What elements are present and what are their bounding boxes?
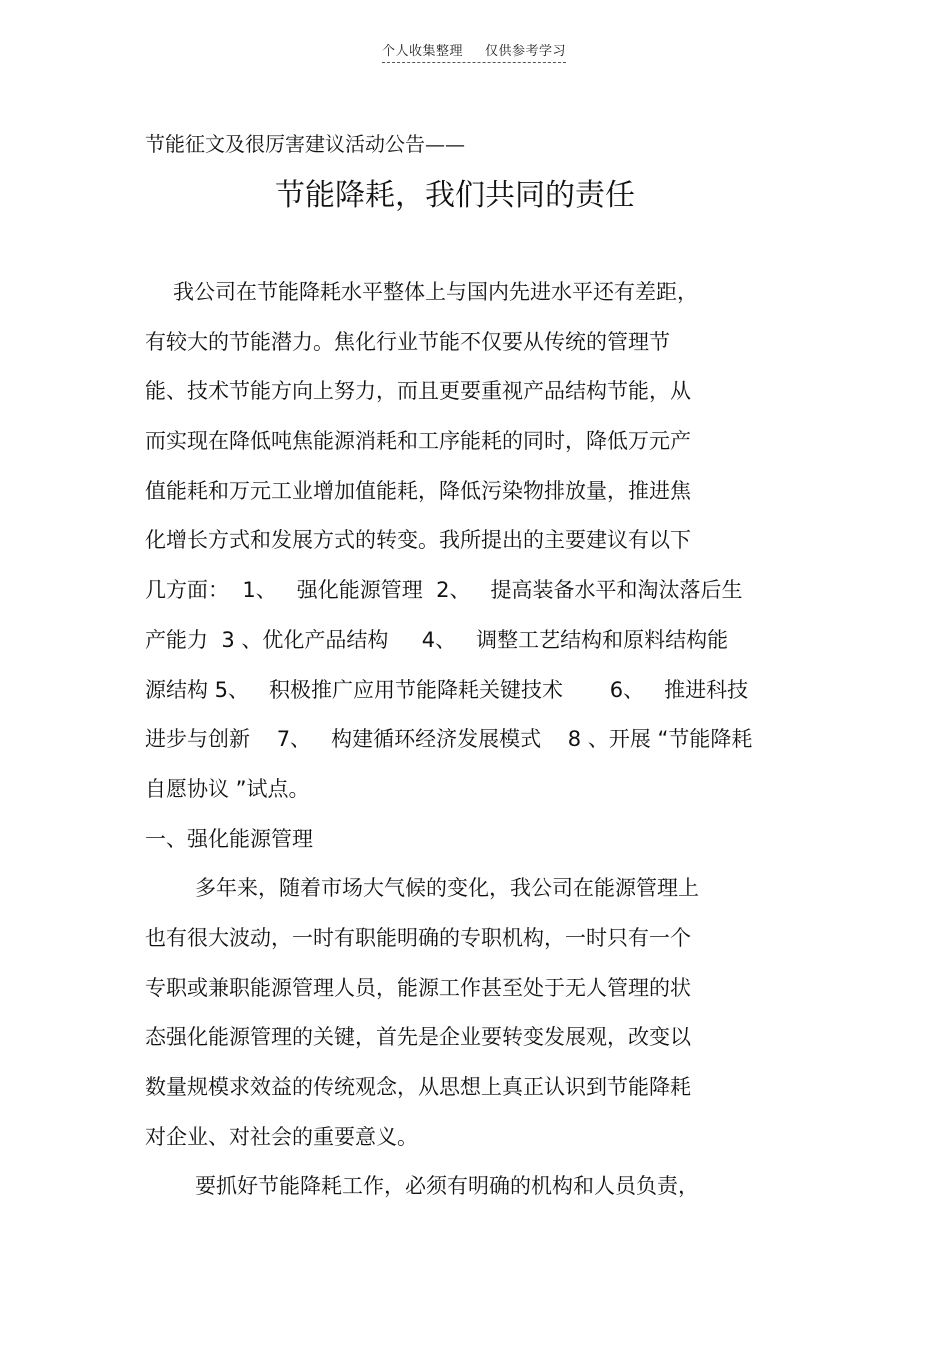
paragraph-line: 能、技术节能方向上努力，而且更要重视产品结构节能，从 bbox=[145, 379, 691, 404]
paragraph-line: 对企业、对社会的重要意义。 bbox=[145, 1124, 418, 1149]
paragraph-line: 我公司在节能降耗水平整体上与国内先进水平还有差距， bbox=[173, 280, 698, 304]
document-title: 节能降耗，我们共同的责任 bbox=[275, 178, 635, 213]
paragraph-line: 源结构 5、 积极推广应用节能降耗关键技术 6、 推进科技 bbox=[145, 677, 749, 702]
page-header-note bbox=[382, 40, 566, 63]
paragraph-line: 多年来，随着市场大气候的变化，我公司在能源管理上 bbox=[195, 876, 699, 901]
paragraph-line: 有较大的节能潜力。焦化行业节能不仅要从传统的管理节 bbox=[145, 329, 670, 354]
paragraph-line: 专职或兼职能源管理人员，能源工作甚至处于无人管理的状 bbox=[145, 975, 691, 1000]
paragraph-line: 而实现在降低吨焦能源消耗和工序能耗的同时，降低万元产 bbox=[145, 429, 691, 454]
paragraph-line: 进步与创新 7、 构建循环经济发展模式 8 、开展 “节能降耗 bbox=[145, 727, 753, 752]
paragraph-line: 值能耗和万元工业增加值能耗，降低污染物排放量，推进焦 bbox=[145, 478, 691, 503]
paragraph-line: 几方面： 1、 强化能源管理 2、 提高装备水平和淘汰落后生 bbox=[145, 578, 743, 603]
header-right-text: 仅供参考学习 bbox=[485, 44, 567, 59]
document-body bbox=[145, 268, 825, 1212]
paragraph-line: 数量规模求效益的传统观念，从思想上真正认识到节能降耗 bbox=[145, 1075, 691, 1099]
header-left-text: 个人收集整理 bbox=[382, 44, 464, 59]
paragraph-line: 要抓好节能降耗工作，必须有明确的机构和人员负责， bbox=[195, 1174, 699, 1199]
paragraph-line: 产能力 3 、优化产品结构 4、 调整工艺结构和原料结构能 bbox=[145, 627, 729, 652]
paragraph-line: 也有很大波动，一时有职能明确的专职机构，一时只有一个 bbox=[145, 925, 691, 950]
paragraph-line: 化增长方式和发展方式的转变。我所提出的主要建议有以下 bbox=[145, 528, 691, 553]
paragraph-line: 态强化能源管理的关键，首先是企业要转变发展观，改变以 bbox=[145, 1025, 691, 1050]
paragraph-line: 自愿协议 ”试点。 bbox=[145, 776, 310, 801]
announcement-subtitle: 节能征文及很厉害建议活动公告—— bbox=[145, 132, 465, 156]
section-heading: 一、强化能源管理 bbox=[145, 826, 313, 851]
